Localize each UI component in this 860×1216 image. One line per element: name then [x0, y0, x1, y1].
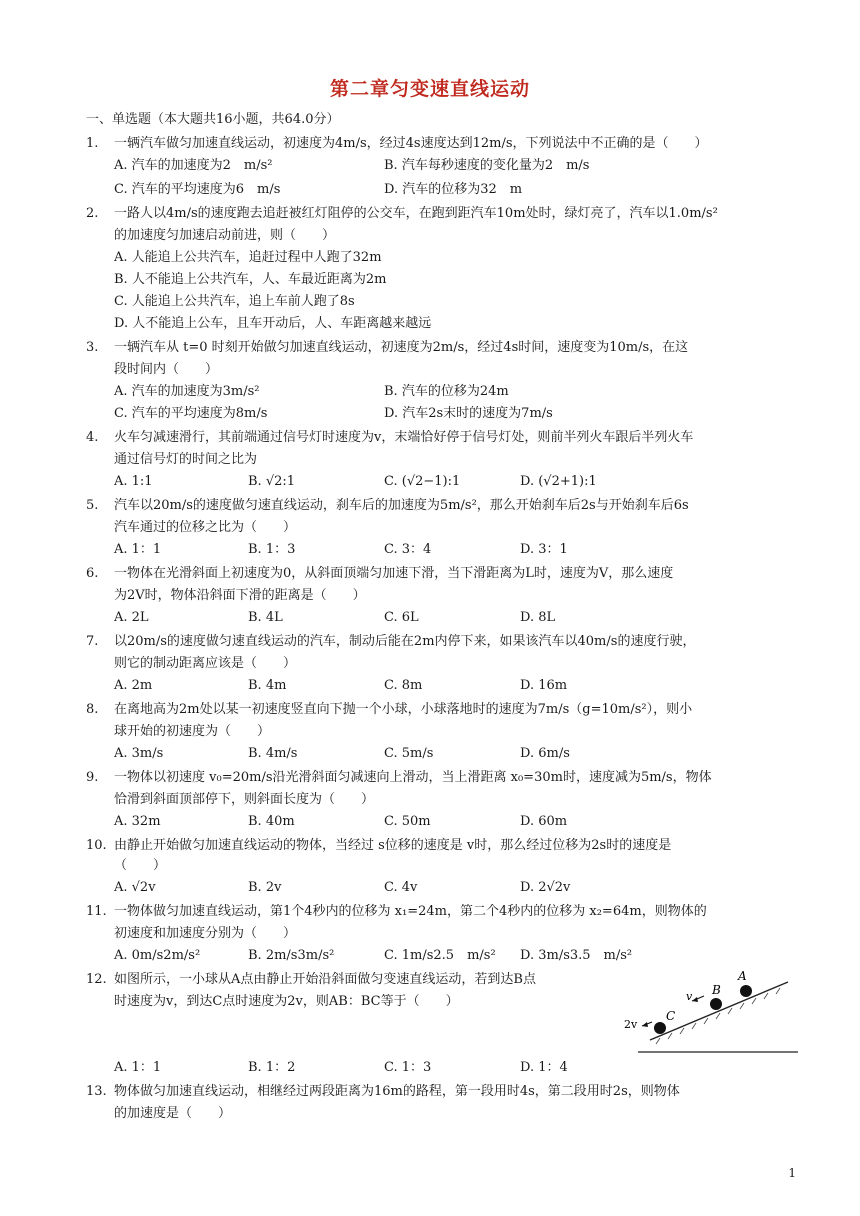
ball-c: [654, 1022, 666, 1034]
label-v: v: [686, 990, 693, 1003]
ball-a: [740, 985, 752, 997]
question-10-option-b: B. 2v: [248, 880, 282, 895]
question-8-text-line-1: 在离地高为2m处以某一初速度竖直向下抛一个小球，小球落地时的速度为7m/s（g=10m/s²），则小: [114, 702, 693, 717]
question-13-text-line-1: 物体做匀加速直线运动，相继经过两段距离为16m的路程，第一段用时4s，第二段用时2s，则物体: [114, 1084, 680, 1099]
question-3-option-b: B. 汽车的位移为24m: [384, 384, 509, 399]
question-4-option-d: D. (√2+1):1: [520, 474, 597, 489]
question-2-number: 2.: [86, 206, 99, 221]
question-1-option-b: B. 汽车每秒速度的变化量为2 m/s: [384, 158, 590, 173]
question-5-option-c: C. 3：4: [384, 542, 432, 557]
question-13-text-line-2: 的加速度是（ ）: [114, 1106, 232, 1121]
question-6-text-line-2: 为2V时，物体沿斜面下滑的距离是（ ）: [114, 588, 366, 603]
arrow-2v-head: [642, 1022, 648, 1027]
question-2-text-line-2: 的加速度匀加速启动前进，则（ ）: [114, 228, 336, 243]
question-5-number: 5.: [86, 498, 99, 513]
question-2-option-d: D. 人不能追上公车，且车开动后，人、车距离越来越远: [114, 316, 432, 331]
question-9-option-c: C. 50m: [384, 814, 431, 829]
ball-b: [710, 998, 722, 1010]
question-1-number: 1.: [86, 136, 99, 151]
question-8-text-line-2: 球开始的初速度为（ ）: [114, 724, 271, 739]
label-a: A: [738, 969, 747, 983]
question-10-text-line-2: （ ）: [114, 858, 167, 873]
question-6-number: 6.: [86, 566, 99, 581]
question-3-option-d: D. 汽车2s末时的速度为7m/s: [384, 406, 553, 421]
question-9-number: 9.: [86, 770, 99, 785]
label-c: C: [666, 1009, 676, 1023]
question-12-text-line-1: 如图所示，一小球从A点由静止开始沿斜面做匀变速直线运动，若到达B点: [114, 972, 536, 987]
question-5-text-line-1: 汽车以20m/s的速度做匀速直线运动，刹车后的加速度为5m/s²，那么开始刹车后2s与开始刹车后6s: [114, 498, 689, 513]
question-7-text-line-2: 则它的制动距离应该是（ ）: [114, 656, 297, 671]
label-2v: 2v: [624, 1018, 638, 1031]
question-4-number: 4.: [86, 430, 99, 445]
question-1-option-d: D. 汽车的位移为32 m: [384, 182, 523, 197]
question-10-text-line-1: 由静止开始做匀加速直线运动的物体，当经过 s位移的速度是 v时，那么经过位移为2s时的速度是: [114, 838, 672, 853]
question-9-option-b: B. 40m: [248, 814, 295, 829]
question-12-option-c: C. 1：3: [384, 1060, 432, 1075]
question-1-option-c: C. 汽车的平均速度为6 m/s: [114, 182, 281, 197]
question-4-option-c: C. (√2−1):1: [384, 474, 461, 489]
question-9-option-a: A. 32m: [114, 814, 161, 829]
question-5-option-d: D. 3：1: [520, 542, 568, 557]
question-12-text-line-2: 时速度为v，到达C点时速度为2v，则AB：BC等于（ ）: [114, 994, 459, 1009]
question-13-number: 13.: [86, 1084, 107, 1099]
question-4-option-a: A. 1:1: [114, 474, 153, 489]
question-9-option-d: D. 60m: [520, 814, 568, 829]
question-12-option-d: D. 1：4: [520, 1060, 568, 1075]
question-8-option-a: A. 3m/s: [114, 746, 164, 761]
question-9-text-line-1: 一物体以初速度 v₀=20m/s沿光滑斜面匀减速向上滑动，当上滑距离 x₀=30m时，速度减为5m/s，物体: [114, 770, 712, 785]
question-7-option-d: D. 16m: [520, 678, 568, 693]
question-9-text-line-2: 恰滑到斜面顶部停下，则斜面长度为（ ）: [114, 792, 375, 807]
question-11-option-a: A. 0m/s2m/s²: [114, 948, 201, 963]
question-6-option-a: A. 2L: [114, 610, 149, 625]
label-b: B: [712, 983, 721, 997]
question-1-option-a: A. 汽车的加速度为2 m/s²: [114, 158, 273, 173]
question-11-number: 11.: [86, 904, 107, 919]
question-3-option-c: C. 汽车的平均速度为8m/s: [114, 406, 268, 421]
question-12-number: 12.: [86, 972, 107, 987]
question-6-text-line-1: 一物体在光滑斜面上初速度为0，从斜面顶端匀加速下滑，当下滑距离为L时，速度为V，那么速度: [114, 566, 674, 581]
question-4-text-line-1: 火车匀减速滑行，其前端通过信号灯时速度为v，末端恰好停于信号灯处，则前半列火车跟后半列火车: [114, 430, 694, 445]
question-2-option-a: A. 人能追上公共汽车，追赶过程中人跑了32m: [114, 250, 382, 265]
question-2-text-line-1: 一路人以4m/s的速度跑去追赶被红灯阻停的公交车，在跑到距汽车10m处时，绿灯亮了，汽车以1.0m/s²: [114, 206, 718, 221]
question-12-option-b: B. 1：2: [248, 1060, 296, 1075]
question-2-option-c: C. 人能追上公共汽车，追上车前人跑了8s: [114, 294, 355, 309]
arrow-v-head: [692, 997, 698, 1002]
question-10-option-c: C. 4v: [384, 880, 418, 895]
question-6-option-c: C. 6L: [384, 610, 419, 625]
question-2-option-b: B. 人不能追上公共汽车，人、车最近距离为2m: [114, 272, 387, 287]
question-7-text-line-1: 以20m/s的速度做匀速直线运动的汽车，制动后能在2m内停下来，如果该汽车以40m/s的速度行驶，: [114, 634, 696, 649]
question-4-option-b: B. √2:1: [248, 474, 296, 489]
question-7-number: 7.: [86, 634, 99, 649]
question-10-option-d: D. 2√2v: [520, 880, 571, 895]
question-11-text-line-1: 一物体做匀加速直线运动，第1个4秒内的位移为 x₁=24m，第二个4秒内的位移为 x₂=64m，则物体的: [114, 904, 707, 919]
question-5-text-line-2: 汽车通过的位移之比为（ ）: [114, 520, 297, 535]
question-7-option-a: A. 2m: [114, 678, 153, 693]
question-11-option-b: B. 2m/s3m/s²: [248, 948, 335, 963]
question-3-text-line-1: 一辆汽车从 t=0 时刻开始做匀加速直线运动，初速度为2m/s，经过4s时间，速度变为10m/s，在这: [114, 340, 689, 355]
question-7-option-b: B. 4m: [248, 678, 287, 693]
page-title: 第二章匀变速直线运动: [329, 78, 530, 100]
question-8-option-c: C. 5m/s: [384, 746, 434, 761]
question-12-option-a: A. 1：1: [114, 1060, 162, 1075]
section-heading: 一、单选题（本大题共16小题，共64.0分）: [86, 112, 340, 127]
question-3-option-a: A. 汽车的加速度为3m/s²: [114, 384, 260, 399]
question-7-option-c: C. 8m: [384, 678, 423, 693]
question-5-option-a: A. 1：1: [114, 542, 162, 557]
question-4-text-line-2: 通过信号灯的时间之比为: [114, 452, 258, 467]
question-10-number: 10.: [86, 838, 107, 853]
incline-figure: [620, 966, 800, 1062]
question-5-option-b: B. 1：3: [248, 542, 296, 557]
question-11-option-c: C. 1m/s2.5 m/s²: [384, 948, 496, 963]
question-8-option-d: D. 6m/s: [520, 746, 570, 761]
page-number: 1: [788, 1166, 796, 1180]
question-8-number: 8.: [86, 702, 99, 717]
question-10-option-a: A. √2v: [114, 880, 156, 895]
question-8-option-b: B. 4m/s: [248, 746, 298, 761]
question-3-text-line-2: 段时间内（ ）: [114, 362, 219, 377]
question-6-option-d: D. 8L: [520, 610, 556, 625]
question-11-option-d: D. 3m/s3.5 m/s²: [520, 948, 633, 963]
question-11-text-line-2: 初速度和加速度分别为（ ）: [114, 926, 297, 941]
question-1-text: 一辆汽车做匀加速直线运动，初速度为4m/s，经过4s速度达到12m/s，下列说法中不正确的是（ ）: [114, 136, 708, 151]
question-6-option-b: B. 4L: [248, 610, 283, 625]
question-3-number: 3.: [86, 340, 99, 355]
